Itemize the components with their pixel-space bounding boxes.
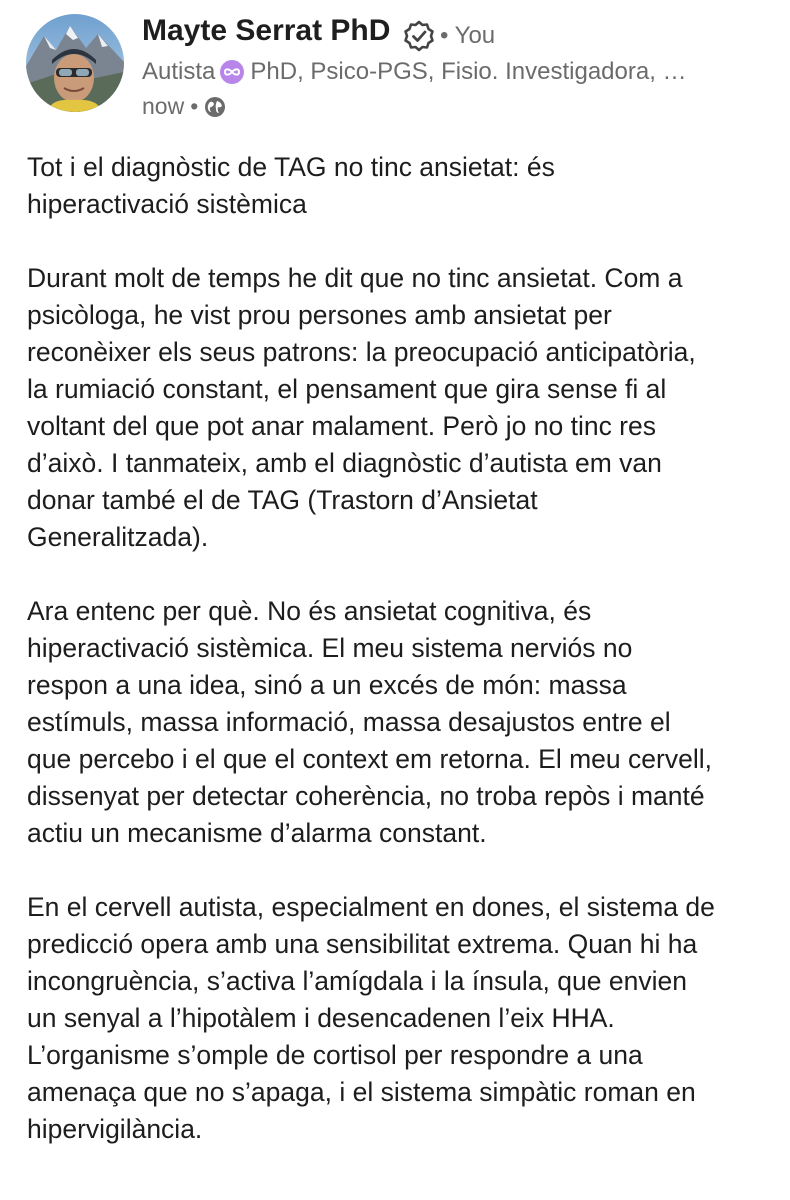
infinity-icon [219,59,245,85]
text-line: actiu un mecanisme d’alarma constant. [27,818,487,848]
text-line: En el cervell autista, especialment en dones, el sistema de [27,892,715,922]
text-line: psicòloga, he vist prou persones amb ansietat per [27,300,612,330]
post-title [27,149,777,223]
post-paragraph [27,889,777,1148]
verified-check-icon [403,20,435,52]
text-line: voltant del que pot anar malament. Però jo no tinc res [27,411,656,441]
text-line: Durant molt de temps he dit que no tinc ansietat. Com a [27,263,683,293]
text-line: estímuls, massa informació, massa desajustos entre el [27,707,671,737]
post-meta [142,93,226,120]
text-line: la rumiació constant, el pensament que gira sense fi al [27,374,667,404]
text-line: d’això. I tanmateix, amb el diagnòstic d’autista em van [27,448,662,478]
post-body [27,149,777,1148]
text-line: donar també el de TAG (Trastorn d’Ansietat [27,485,538,515]
text-line: un senyal a l’hipotàlem i desencadenen l’eix HHA. [27,1003,615,1033]
meta-separator: • [190,93,199,119]
text-line: hiperactivació sistèmica. El meu sistema nerviós no [27,633,633,663]
text-line: Generalitzada). [27,522,209,552]
globe-icon[interactable] [204,96,226,118]
text-line: respon a una idea, sinó a un excés de món: massa [27,670,627,700]
post-paragraph [27,593,777,852]
author-avatar[interactable] [26,14,124,112]
headline-prefix: Autista [142,58,216,85]
text-line: incongruència, s’activa l’amígdala i la ínsula, que envien [27,966,687,996]
text-line: Ara entenc per què. No és ansietat cognitiva, és [27,596,592,626]
text-line: que percebo i el que el context em retorna. El meu cervell, [27,744,712,774]
text-line: predicció opera amb una sensibilitat extrema. Quan hi ha [27,929,698,959]
post-time: now [142,93,185,119]
title-line: hiperactivació sistèmica [27,189,307,219]
text-line: amenaça que no s’apaga, i el sistema simpàtic roman en [27,1077,696,1107]
text-line: reconèixer els seus patrons: la preocupació anticipatòria, [27,337,696,367]
text-line: L’organisme s’omple de cortisol per respondre a una [27,1040,643,1070]
title-line: Tot i el diagnòstic de TAG no tinc ansietat: és [27,152,555,182]
text-line: hipervigilància. [27,1114,203,1144]
post-paragraph [27,260,777,556]
author-name[interactable]: Mayte Serrat PhD [142,14,391,47]
headline-suffix: PhD, Psico-PGS, Fisio. Investigadora, … [250,58,687,85]
you-label: • You [440,22,496,49]
text-line: dissenyat per detectar coherència, no troba repòs i manté [27,781,705,811]
author-headline[interactable] [142,58,687,86]
